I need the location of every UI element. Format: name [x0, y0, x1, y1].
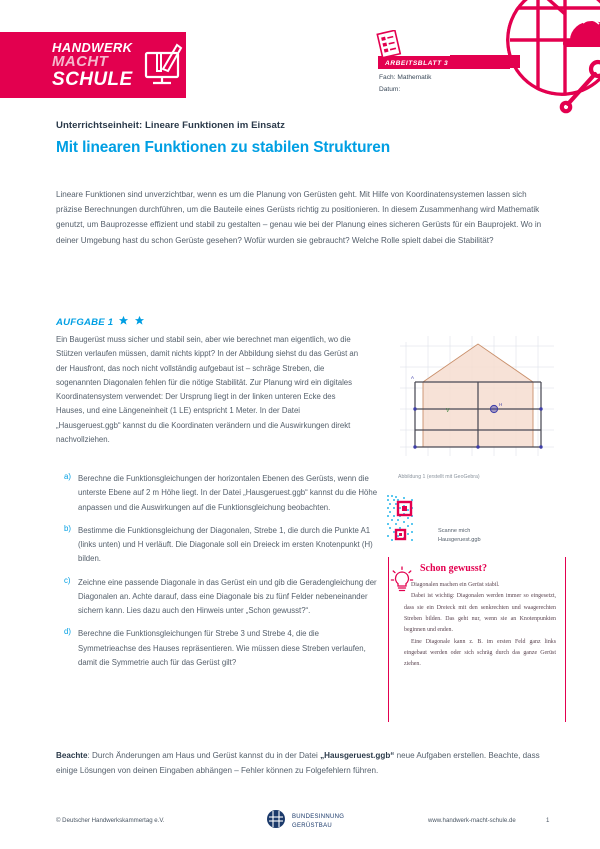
star-icon	[118, 313, 129, 331]
subtask-item	[56, 576, 378, 619]
sheet-meta	[379, 72, 431, 96]
logo-line-3: SCHULE	[52, 68, 133, 90]
bundesinnung-logo-icon	[266, 809, 286, 834]
brand-logo	[0, 32, 186, 98]
svg-text:A: A	[411, 375, 414, 380]
subtask-letter: d)	[64, 627, 71, 637]
subtask-text: Bestimme die Funktionsgleichung der Diagonalen, Strebe 1, die durch die Punkte A1 (links unten) und H verläuft. Die Diagonale soll ein Dreieck im ersten Knotenpunkt (H) bilden.	[78, 525, 373, 564]
logo-monitor-icon	[141, 39, 187, 92]
logo-line-2: MACHT	[52, 53, 109, 71]
svg-text:V: V	[446, 408, 450, 414]
info-paragraph-2: Dabei ist wichtig: Diagonalen werden immer so eingesetzt, dass sie ein Dreieck mit den senkrechten und waagerechten Streben bilden. Das geht nur, wenn sie an Knotenpunkten beginnen und enden.	[404, 593, 556, 634]
footer-url[interactable]: www.handwerk-macht-schule.de	[428, 817, 516, 824]
logo-line-1: HANDWERK	[52, 40, 133, 56]
info-paragraph-3: Eine Diagonale kann z. B. im ersten Feld ganz links eingebaut werden oder sich schräg durch das ganze Gerüst ziehen.	[404, 638, 556, 668]
subtask-item	[56, 472, 378, 515]
date-label: Datum:	[379, 86, 401, 94]
subtask-text: Berechne die Funktionsgleichungen für Strebe 3 und Strebe 4, die die Symmetrieachse des Hauses repräsentieren. Wie müssen diese Streben verlaufen, damit die Symmetrie auch für das Gerüst gilt?	[78, 629, 366, 667]
footer-org-line1: BUNDESINNUNG	[292, 814, 345, 820]
task-label: AUFGABE 1	[56, 316, 114, 328]
footer-org-line2: GERÜSTBAU	[292, 822, 333, 829]
note-text-before: : Durch Änderungen am Haus und Gerüst kannst du in der Datei	[87, 751, 321, 760]
did-you-know-body	[404, 580, 556, 671]
subtask-letter: b)	[64, 523, 71, 533]
footer-page-number: 1	[546, 817, 550, 824]
did-you-know-title: Schon gewusst?	[420, 563, 487, 574]
svg-text:H: H	[499, 402, 503, 407]
star-icon	[134, 313, 145, 331]
subtask-item	[56, 524, 378, 567]
page-eyebrow: Unterrichtseinheit: Lineare Funktionen im Einsatz	[56, 120, 286, 131]
qr-code[interactable]	[386, 494, 436, 549]
figure-caption: Abbildung 1 (erstellt mit GeoGebra)	[398, 474, 480, 480]
subtask-letter: c)	[64, 575, 71, 585]
subtask-item	[56, 627, 378, 670]
footer-copyright: © Deutscher Handwerkskammertag e.V.	[56, 817, 165, 824]
subtask-list	[56, 472, 378, 679]
intro-paragraph: Lineare Funktionen sind unverzichtbar, wenn es um die Planung von Gerüsten geht. Mit Hilfe von Koordinatensystemen lassen sich präzise Berechnungen durchführen, um die Bauteile eines Gerüsts richtig zu positionieren. In diesem Zusammenhang wird Mathematik genutzt, um Bauprozesse effizient und stabil zu gestalten – genau wie bei der Planung eines sicheren Gerüsts für ein Bauprojekt. Wo in deiner Umgebung hast du schon Gerüste gesehen? Wofür wurden sie gebraucht? Welche Rolle spielt dabei die Stabilität?	[56, 190, 542, 245]
note-label: Beachte	[56, 751, 88, 760]
wrench-icon	[562, 62, 600, 111]
qr-label-line1: Scanne mich	[438, 528, 471, 534]
scaffold-house-figure	[398, 334, 558, 462]
qr-label	[438, 527, 481, 545]
sheet-badge: ARBEITSBLATT 3	[378, 57, 457, 69]
subtask-text: Berechne die Funktionsgleichungen der horizontalen Ebenen des Gerüsts, wenn die unterste Ebene auf 2 m Höhe liegt. In der Datei „Hausgeruest.ggb“ kannst du die Höhe anpassen und die Auswirkungen auf die Funktionsgleichung beobachten.	[78, 474, 378, 512]
subject-label: Fach: Mathematik	[379, 74, 432, 81]
point-H	[490, 405, 497, 412]
task-heading	[56, 313, 145, 331]
task-intro: Ein Baugerüst muss sicher und stabil sein, aber wie berechnet man eigentlich, wo die Stützen verlaufen müssen, damit nichts kippt? In der Abbildung siehst du das Gerüst an der Hausfront, das noch nicht vollständig aufgebaut ist – schräge Streben, die sogenannten Diagonalen fehlen für die nötige Stabilität. Zur Planung wird ein digitales Koordinatensystem verwendet: Der Ursprung liegt in der linken unteren Ecke des Hauses, und eine Längeneinheit (1 LE) entspricht 1 Meter. In der Datei „Hausgeruest.ggb“ kannst du die Koordinaten verändern und die Auswirkungen direkt nachvollziehen.	[56, 335, 359, 444]
note-file-name: „Hausgeruest.ggb“	[320, 751, 395, 760]
info-paragraph-1: Diagonalen machen ein Gerüst stabil.	[411, 582, 500, 588]
page-title: Mit linearen Funktionen zu stabilen Strukturen	[56, 139, 391, 156]
note-text-after: neue Aufgaben erstellen. Beachte, dass einige Lösungen von deinen Eingaben abhängen – Fehler können zu Folgefehlern führen.	[56, 751, 540, 776]
footer-org	[292, 813, 344, 830]
subtask-letter: a)	[64, 472, 71, 481]
helmet-icon	[563, 20, 600, 47]
document-icon	[376, 30, 402, 65]
note-paragraph	[56, 748, 548, 779]
qr-label-line2: Hausgeruest.ggb	[438, 536, 481, 543]
subtask-text: Zeichne eine passende Diagonale in das Gerüst ein und gib die Geradengleichung der Diagonalen an. Achte darauf, dass eine Diagonale bis zu fünf Felder nebeneinander sichern kann. Lies dazu auch den Hinweis unter „Schon gewusst?“.	[78, 577, 377, 616]
